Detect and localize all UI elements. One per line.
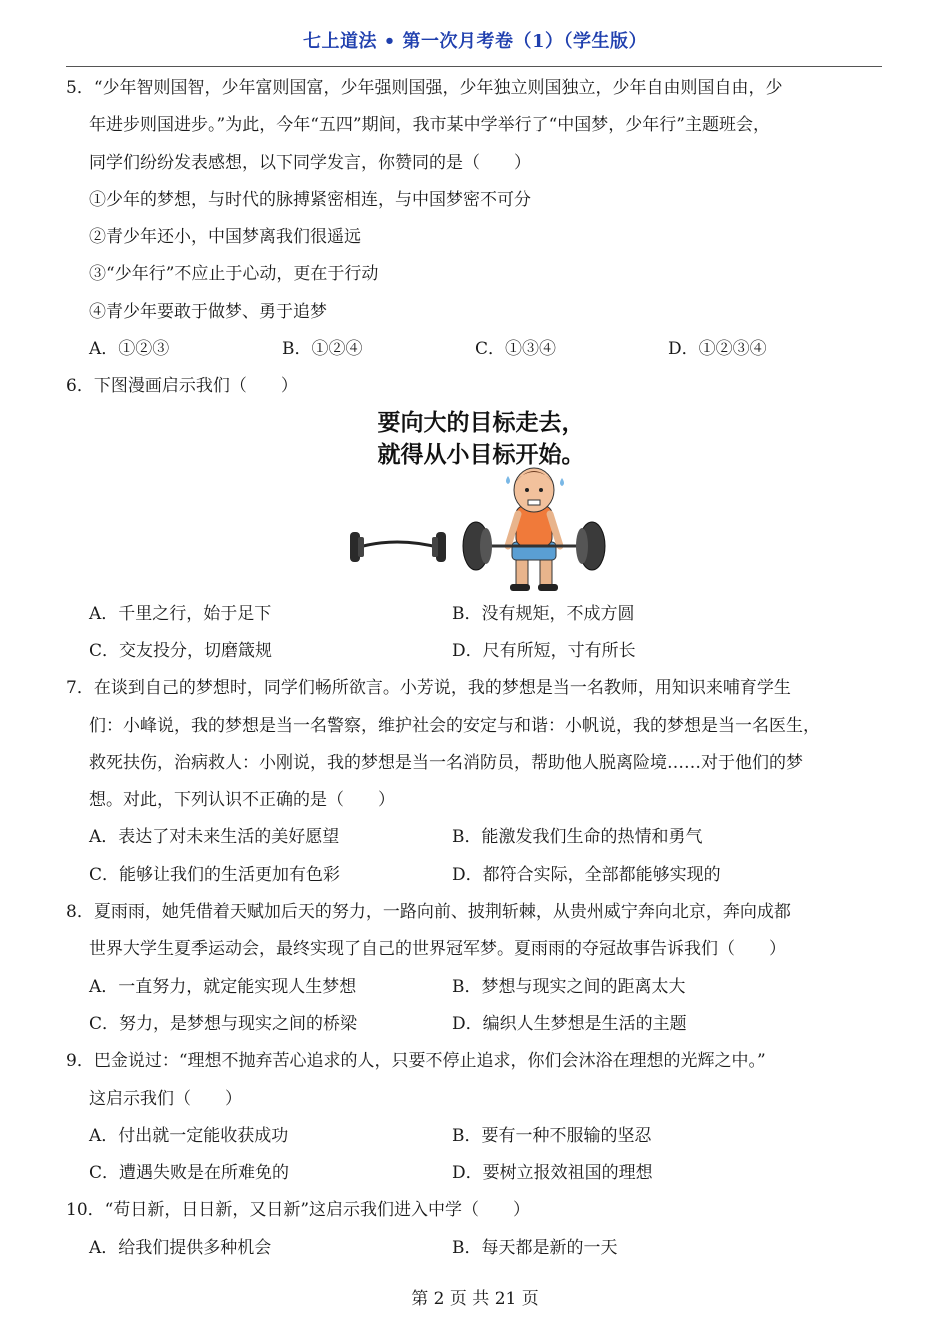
question-9: [66, 1043, 886, 1192]
options-row: [66, 633, 886, 670]
question-text-line: 同学们纷纷发表感想，以下同学发言，你赞同的是（ ）: [89, 152, 531, 173]
question-text-line: “苟日新，日日新，又日新”这启示我们进入中学（ ）: [104, 1200, 531, 1221]
small-barbell-icon: [350, 532, 446, 562]
question-5: [66, 70, 886, 368]
options-row: [66, 1006, 886, 1043]
question-number: 5．: [66, 78, 94, 98]
option-b: B．梦想与现实之间的距离太大: [452, 976, 686, 997]
option-a: A．给我们提供多种机会: [89, 1237, 272, 1258]
question-text-line: 巴金说过：“理想不抛弃苦心追求的人，只要不停止追求，你们会沐浴在理想的光辉之中。”: [93, 1051, 766, 1072]
option-d: D．①②③④: [668, 339, 767, 360]
question-6: [66, 368, 886, 670]
weightlifting-cartoon: [336, 406, 626, 596]
question-text-line: 们：小峰说，我的梦想是当一名警察，维护社会的安定与和谐：小帆说，我的梦想是当一名医生，: [89, 715, 820, 736]
header-divider: [66, 66, 882, 67]
option-a: A．①②③: [89, 339, 170, 360]
option-a: A．一直努力，就定能实现人生梦想: [89, 976, 357, 997]
options-row: [66, 596, 886, 633]
option-a: A．表达了对未来生活的美好愿望: [89, 827, 340, 848]
options-row: [66, 969, 886, 1006]
options-row: [66, 819, 886, 856]
option-d: D．尺有所短，寸有所长: [452, 640, 636, 661]
statement-2: ②青少年还小，中国梦离我们很遥远: [89, 227, 361, 248]
page-header-title: 七上道法 • 第一次月考卷（1）（学生版）: [302, 31, 648, 52]
question-text-line: “少年智则国智，少年富则国富，少年强则国强，少年独立则国独立，少年自由则国自由，少: [93, 78, 783, 98]
option-c: C．①③④: [475, 339, 557, 360]
cartoon-caption-1: 要向大的目标走去，: [377, 409, 585, 436]
option-b: B．①②④: [282, 339, 363, 360]
option-b: B．每天都是新的一天: [452, 1237, 618, 1258]
option-d: D．编织人生梦想是生活的主题: [452, 1013, 687, 1034]
question-10: [66, 1192, 886, 1267]
options-row: [66, 1118, 886, 1155]
question-text-line: 年进步则国进步。”为此，今年“五四”期间，我市某中学举行了“中国梦，少年行”主题班会，: [89, 115, 770, 136]
options-row: [66, 1155, 886, 1192]
cartoon-caption-2: 就得从小目标开始。: [377, 441, 585, 468]
question-text-line: 下图漫画启示我们（ ）: [93, 376, 298, 397]
question-8: [66, 894, 886, 1043]
question-number: 7．: [66, 678, 94, 699]
question-text-line: 救死扶伤，治病救人：小刚说，我的梦想是当一名消防员，帮助他人脱离险境……对于他们的梦: [89, 752, 803, 773]
options-row: [66, 1230, 886, 1267]
option-b: B．要有一种不服输的坚忍: [452, 1125, 652, 1146]
question-number: 8．: [66, 902, 94, 923]
option-b: B．没有规矩，不成方圆: [452, 603, 635, 624]
option-c: C．努力，是梦想与现实之间的桥梁: [89, 1013, 358, 1034]
question-text-line: 这启示我们（ ）: [89, 1088, 242, 1109]
page-footer-number: 第 2 页 共 21 页: [411, 1289, 539, 1309]
question-7: [66, 670, 886, 894]
option-d: D．都符合实际，全部都能够实现的: [452, 864, 721, 885]
question-text-line: 想。对此，下列认识不正确的是（ ）: [89, 790, 395, 811]
statement-3: ③“少年行”不应止于心动，更在于行动: [89, 264, 379, 285]
option-a: A．千里之行，始于足下: [89, 603, 272, 624]
question-number: 9．: [66, 1051, 94, 1072]
question-list: [66, 70, 886, 1267]
option-c: C．能够让我们的生活更加有色彩: [89, 864, 341, 885]
option-b: B．能激发我们生命的热情和勇气: [452, 827, 703, 848]
options-row: [66, 331, 886, 368]
question-number: 6．: [66, 376, 94, 397]
options-row: [66, 857, 886, 894]
option-c: C．遭遇失败是在所难免的: [89, 1163, 290, 1184]
question-text-line: 夏雨雨，她凭借着天赋加后天的努力，一路向前、披荆斩棘，从贵州威宁奔向北京，奔向成都: [93, 902, 791, 923]
option-c: C．交友投分，切磨箴规: [89, 640, 273, 661]
statement-1: ①少年的梦想，与时代的脉搏紧密相连，与中国梦密不可分: [89, 189, 531, 210]
option-a: A．付出就一定能收获成功: [89, 1125, 289, 1146]
question-text-line: 在谈到自己的梦想时，同学们畅所欲言。小芳说，我的梦想是当一名教师，用知识来哺育学生: [93, 678, 791, 699]
question-text-line: 世界大学生夏季运动会，最终实现了自己的世界冠军梦。夏雨雨的夺冠故事告诉我们（ ）: [89, 939, 786, 960]
question-number: 10．: [66, 1200, 105, 1221]
option-d: D．要树立报效祖国的理想: [452, 1163, 653, 1184]
weightlifter-icon: [463, 468, 605, 591]
statement-4: ④青少年要敢于做梦、勇于追梦: [89, 301, 327, 322]
cartoon-figure: [66, 406, 886, 596]
